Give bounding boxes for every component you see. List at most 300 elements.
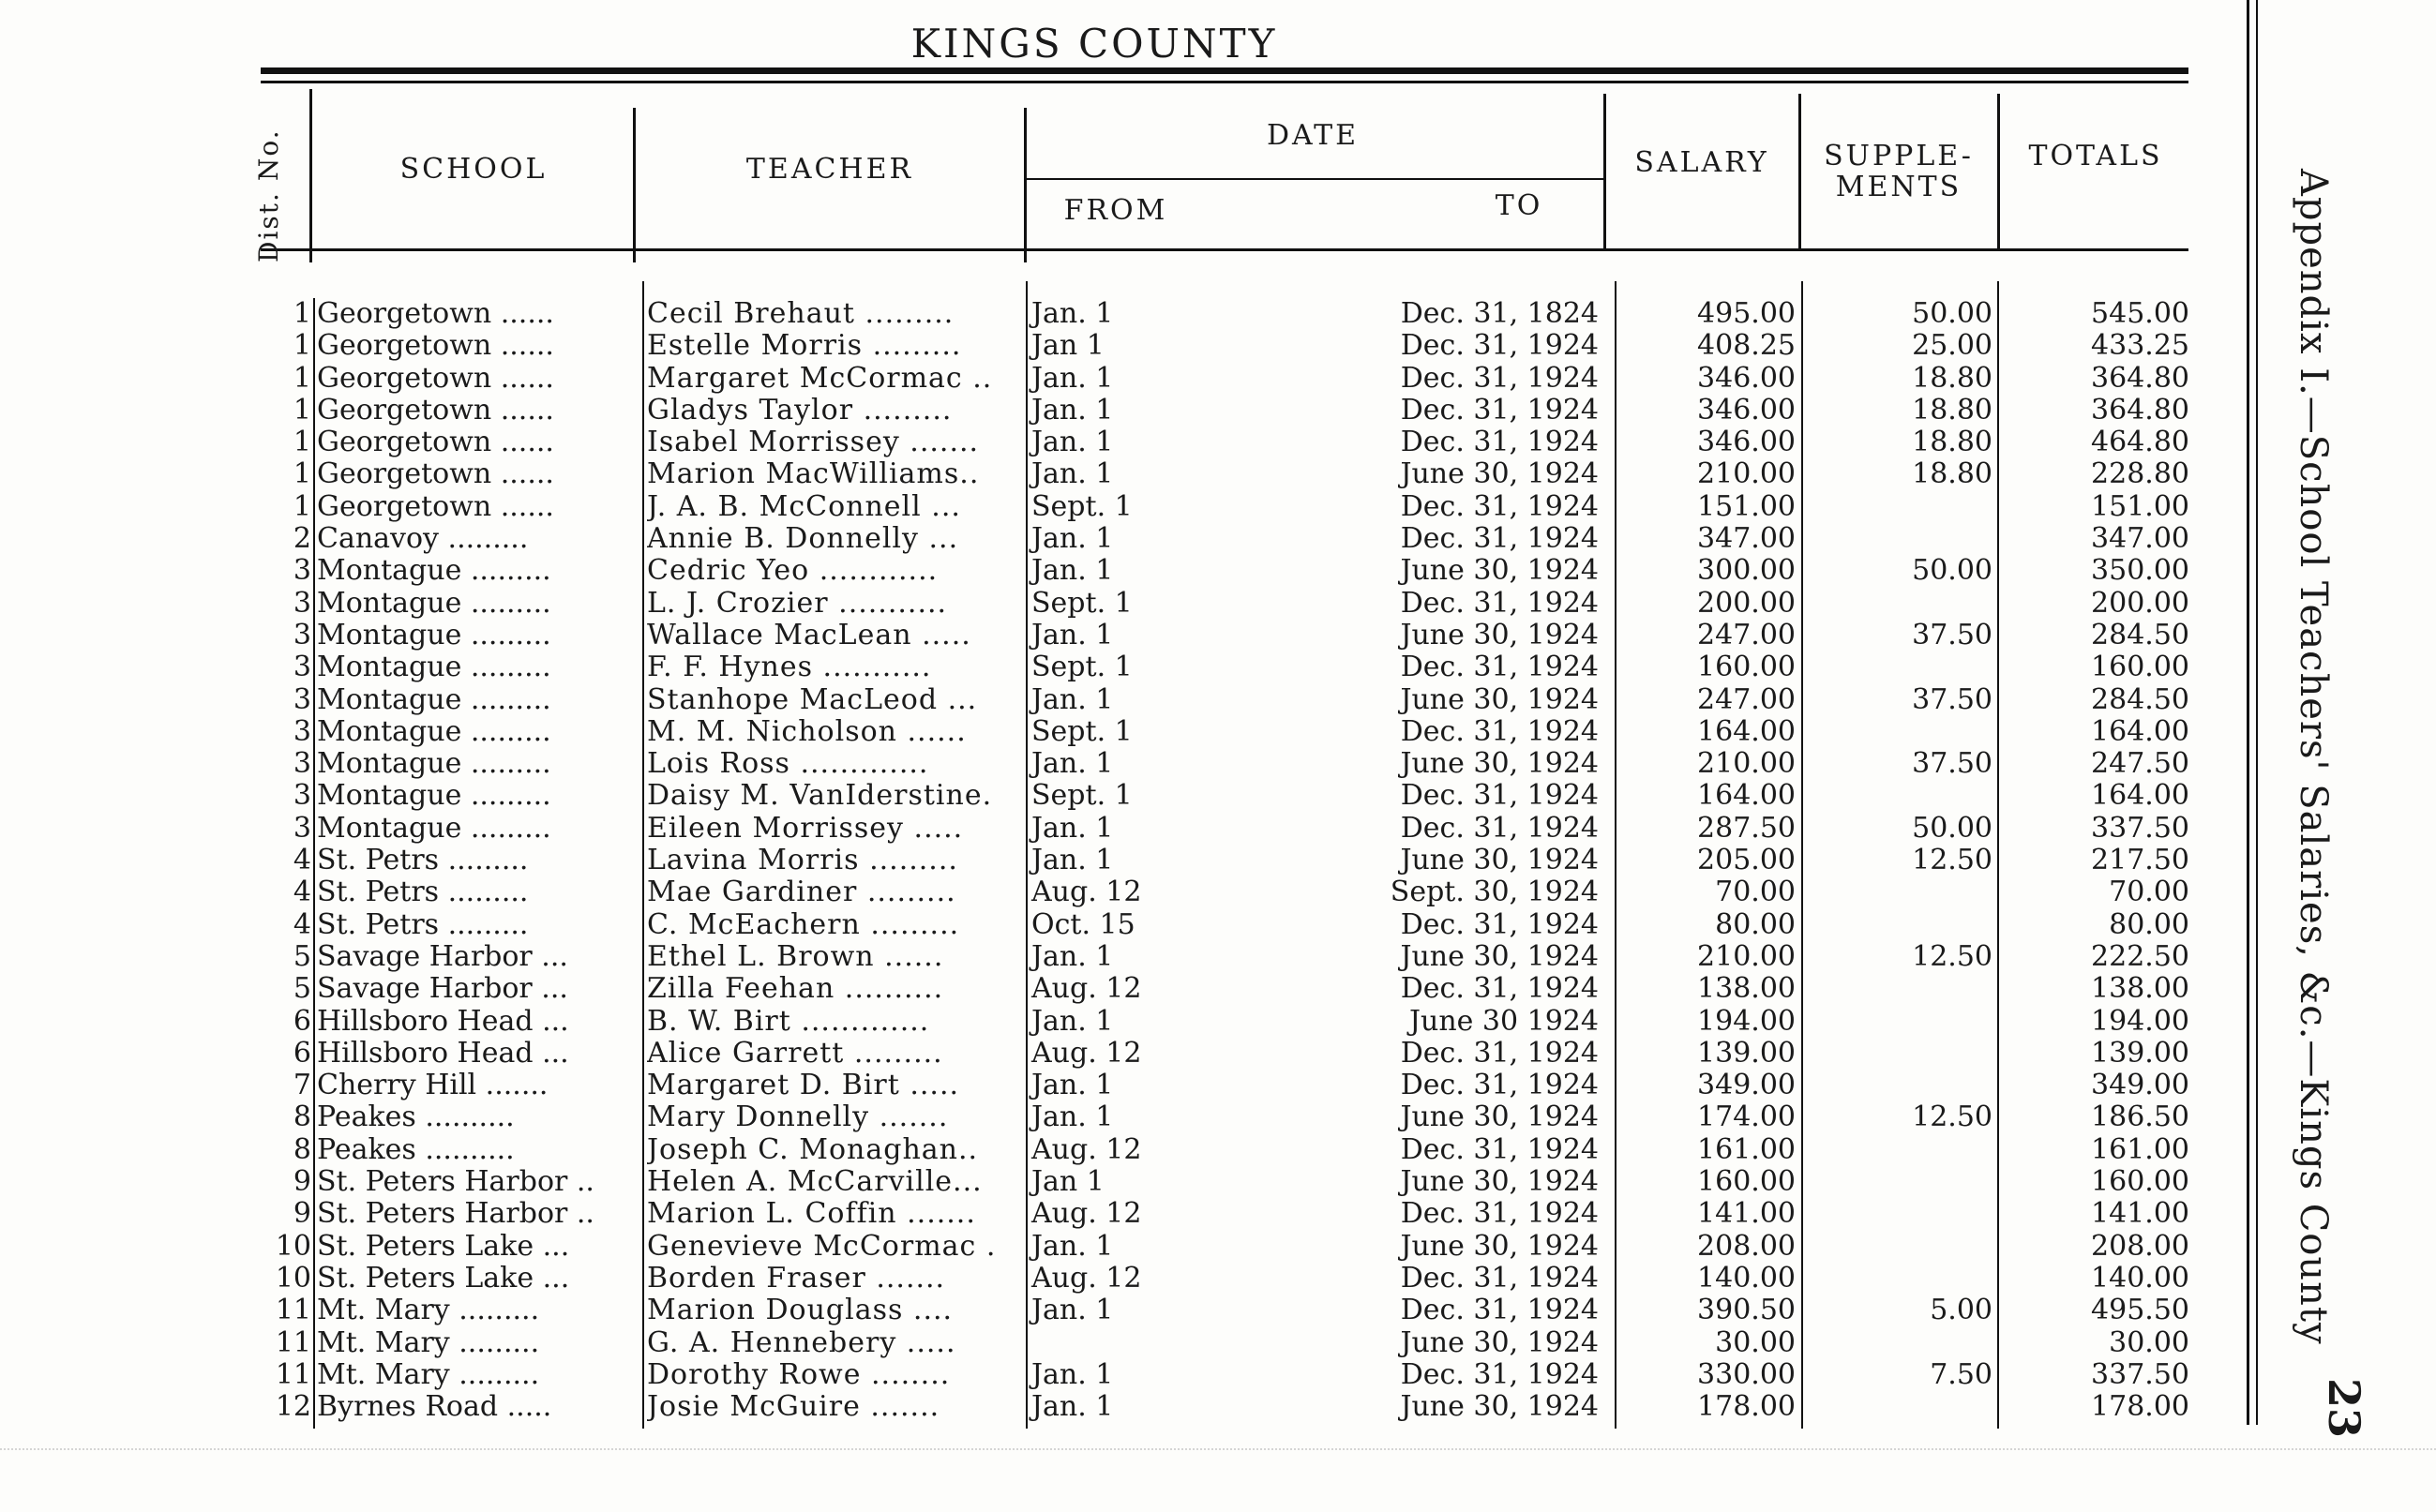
school-cell: Mt. Mary ......... xyxy=(317,1326,540,1359)
salary-cell: 164.00 xyxy=(1697,779,1796,813)
dist-no-cell: 7 xyxy=(293,1069,311,1102)
table-row xyxy=(0,395,2436,427)
supplements-cell: 12.50 xyxy=(1912,1100,1992,1134)
col-rule-supp xyxy=(1997,94,2000,248)
from-date-cell: Jan. 1 xyxy=(1031,426,1114,459)
to-date-cell: Dec. 31, 1824 xyxy=(1400,297,1599,330)
from-date-cell: Jan 1 xyxy=(1031,329,1105,363)
table-row xyxy=(0,813,2436,845)
table-row xyxy=(0,973,2436,1005)
teacher-cell: Annie B. Donnelly ... xyxy=(647,523,959,556)
school-cell: Savage Harbor ... xyxy=(317,973,568,1006)
dist-no-cell: 3 xyxy=(293,682,311,716)
dist-no-cell: 1 xyxy=(293,457,311,491)
teacher-cell: Daisy M. VanIderstine. xyxy=(647,780,993,813)
school-cell: Georgetown ...... xyxy=(317,490,554,523)
school-cell: Montague ......... xyxy=(317,748,551,781)
table-row xyxy=(0,491,2436,523)
school-cell: Peakes .......... xyxy=(317,1133,515,1166)
from-date-cell: Jan. 1 xyxy=(1031,939,1114,973)
school-cell: Georgetown ...... xyxy=(317,362,554,395)
table-row xyxy=(0,1359,2436,1391)
teacher-cell: Wallace MacLean ..... xyxy=(647,619,971,651)
teacher-cell: Margaret D. Birt ..... xyxy=(647,1070,960,1102)
salary-cell: 140.00 xyxy=(1697,1261,1796,1295)
col-rule-salary xyxy=(1798,94,1801,248)
dist-no-cell: 5 xyxy=(293,972,311,1006)
col-rule-teacher xyxy=(1024,108,1027,262)
salary-cell: 160.00 xyxy=(1697,1165,1796,1199)
table-row xyxy=(0,427,2436,458)
total-cell: 284.50 xyxy=(2091,682,2189,716)
total-cell: 208.00 xyxy=(2091,1229,2189,1263)
school-cell: Mt. Mary ......... xyxy=(317,1358,540,1391)
school-cell: St. Peters Lake ... xyxy=(317,1262,570,1295)
header-bottom-rule xyxy=(261,248,2188,251)
to-date-cell: June 30, 1924 xyxy=(1400,1229,1599,1263)
table-row xyxy=(0,1198,2436,1230)
dist-no-cell: 3 xyxy=(293,618,311,651)
table-row xyxy=(0,1263,2436,1295)
total-cell: 349.00 xyxy=(2091,1069,2189,1102)
school-cell: Savage Harbor ... xyxy=(317,940,568,973)
salary-cell: 247.00 xyxy=(1697,618,1796,651)
from-date-cell: Aug. 12 xyxy=(1031,1197,1142,1231)
total-cell: 337.50 xyxy=(2091,1357,2189,1391)
header-dist-no: Dist. No. xyxy=(253,128,284,262)
school-cell: Byrnes Road ..... xyxy=(317,1391,552,1424)
total-cell: 217.50 xyxy=(2091,844,2189,877)
to-date-cell: Dec. 31, 1924 xyxy=(1400,1261,1599,1295)
school-cell: Cherry Hill ....... xyxy=(317,1070,549,1102)
total-cell: 70.00 xyxy=(2109,876,2189,909)
school-cell: Mt. Mary ......... xyxy=(317,1295,540,1327)
table-row xyxy=(0,1070,2436,1101)
header-to: TO xyxy=(1495,189,1543,222)
salary-cell: 495.00 xyxy=(1697,297,1796,330)
from-date-cell: Jan. 1 xyxy=(1031,1229,1114,1263)
school-cell: St. Peters Harbor .. xyxy=(317,1198,594,1231)
total-cell: 222.50 xyxy=(2091,939,2189,973)
school-cell: Montague ......... xyxy=(317,619,551,651)
teacher-cell: Eileen Morrissey ..... xyxy=(647,812,964,845)
from-date-cell: Jan. 1 xyxy=(1031,554,1114,588)
salary-cell: 408.25 xyxy=(1697,329,1796,363)
teacher-cell: Ethel L. Brown ...... xyxy=(647,940,944,973)
from-date-cell: Jan. 1 xyxy=(1031,1294,1114,1327)
salary-cell: 300.00 xyxy=(1697,554,1796,588)
dist-no-cell: 9 xyxy=(293,1197,311,1231)
dist-no-cell: 10 xyxy=(275,1229,311,1263)
dist-no-cell: 4 xyxy=(293,844,311,877)
header-totals: TOTALS xyxy=(2028,140,2163,172)
school-cell: Montague ......... xyxy=(317,780,551,813)
header-school: SCHOOL xyxy=(399,153,548,186)
teacher-cell: Estelle Morris ......... xyxy=(647,330,962,363)
from-date-cell: Jan. 1 xyxy=(1031,1004,1114,1038)
teacher-cell: B. W. Birt ............. xyxy=(647,1005,930,1038)
table-row xyxy=(0,1231,2436,1263)
supplements-cell: 37.50 xyxy=(1912,682,1992,716)
total-cell: 347.00 xyxy=(2091,522,2189,556)
from-date-cell: Jan. 1 xyxy=(1031,1390,1114,1424)
table-row xyxy=(0,1391,2436,1423)
school-cell: St. Peters Lake ... xyxy=(317,1230,570,1263)
salary-cell: 349.00 xyxy=(1697,1069,1796,1102)
from-date-cell: Sept. 1 xyxy=(1031,586,1133,620)
from-date-cell: Jan 1 xyxy=(1031,1165,1105,1199)
total-cell: 160.00 xyxy=(2091,651,2189,684)
to-date-cell: Dec. 31, 1924 xyxy=(1400,1069,1599,1102)
salary-cell: 205.00 xyxy=(1697,844,1796,877)
supplements-cell: 50.00 xyxy=(1912,297,1992,330)
table-row xyxy=(0,555,2436,587)
teacher-cell: Marion MacWilliams.. xyxy=(647,458,980,491)
salary-cell: 161.00 xyxy=(1697,1132,1796,1166)
to-date-cell: Dec. 31, 1924 xyxy=(1400,361,1599,395)
total-cell: 364.80 xyxy=(2091,393,2189,427)
school-cell: Georgetown ...... xyxy=(317,330,554,363)
to-date-cell: Dec. 31, 1924 xyxy=(1400,393,1599,427)
dist-no-cell: 1 xyxy=(293,426,311,459)
side-caption: Appendix I.—School Teachers' Salaries, &c.—Kings County xyxy=(2292,169,2335,1345)
total-cell: 495.50 xyxy=(2091,1294,2189,1327)
teacher-cell: J. A. B. McConnell ... xyxy=(647,490,961,523)
school-cell: St. Peters Harbor .. xyxy=(317,1166,594,1199)
teacher-cell: Mae Gardiner ......... xyxy=(647,876,956,909)
to-date-cell: Dec. 31, 1924 xyxy=(1400,522,1599,556)
date-split-rule xyxy=(1027,178,1603,180)
dist-no-cell: 3 xyxy=(293,714,311,748)
dist-no-cell: 1 xyxy=(293,297,311,330)
total-cell: 228.80 xyxy=(2091,457,2189,491)
salary-cell: 347.00 xyxy=(1697,522,1796,556)
salary-cell: 80.00 xyxy=(1715,907,1796,941)
top-rule-thin xyxy=(261,81,2188,83)
teacher-cell: Lois Ross ............. xyxy=(647,748,929,781)
to-date-cell: June 30, 1924 xyxy=(1400,554,1599,588)
teacher-cell: Joseph C. Monaghan.. xyxy=(647,1133,979,1166)
col-rule-school xyxy=(633,108,636,262)
dist-no-cell: 3 xyxy=(293,554,311,588)
table-row xyxy=(0,1295,2436,1326)
total-cell: 194.00 xyxy=(2091,1004,2189,1038)
dist-no-cell: 1 xyxy=(293,329,311,363)
teacher-cell: Marion L. Coffin ....... xyxy=(647,1198,976,1231)
dist-no-cell: 4 xyxy=(293,876,311,909)
dist-no-cell: 2 xyxy=(293,522,311,556)
dist-no-cell: 1 xyxy=(293,489,311,523)
to-date-cell: Dec. 31, 1924 xyxy=(1400,586,1599,620)
table-row xyxy=(0,363,2436,395)
header-teacher: TEACHER xyxy=(745,153,914,186)
header-supplements-1: SUPPLE- xyxy=(1824,140,1974,172)
header-supplements-2: MENTS xyxy=(1835,171,1962,203)
teacher-cell: F. F. Hynes ........... xyxy=(647,651,932,684)
total-cell: 80.00 xyxy=(2109,907,2189,941)
dist-no-cell: 6 xyxy=(293,1036,311,1070)
to-date-cell: June 30, 1924 xyxy=(1400,1390,1599,1424)
to-date-cell: Dec. 31, 1924 xyxy=(1400,1132,1599,1166)
from-date-cell: Aug. 12 xyxy=(1031,1036,1142,1070)
teacher-cell: Stanhope MacLeod ... xyxy=(647,683,978,716)
teacher-cell: M. M. Nicholson ...... xyxy=(647,715,967,748)
total-cell: 200.00 xyxy=(2091,586,2189,620)
teacher-cell: C. McEachern ......... xyxy=(647,908,960,941)
table-row xyxy=(0,1166,2436,1198)
supplements-cell: 18.80 xyxy=(1912,393,1992,427)
total-cell: 178.00 xyxy=(2091,1390,2189,1424)
table-row xyxy=(0,909,2436,941)
supplements-cell: 7.50 xyxy=(1930,1357,1992,1391)
to-date-cell: Dec. 31, 1924 xyxy=(1400,651,1599,684)
supplements-cell: 37.50 xyxy=(1912,618,1992,651)
top-rule-thick xyxy=(261,67,2188,74)
salary-cell: 287.50 xyxy=(1697,811,1796,845)
salary-cell: 200.00 xyxy=(1697,586,1796,620)
salary-cell: 141.00 xyxy=(1697,1197,1796,1231)
teacher-cell: Genevieve McCormac . xyxy=(647,1230,997,1263)
school-cell: Georgetown ...... xyxy=(317,458,554,491)
dist-no-cell: 6 xyxy=(293,1004,311,1038)
to-date-cell: June 30, 1924 xyxy=(1400,747,1599,781)
salary-cell: 174.00 xyxy=(1697,1100,1796,1134)
from-date-cell: Jan. 1 xyxy=(1031,522,1114,556)
salary-cell: 194.00 xyxy=(1697,1004,1796,1038)
school-cell: Montague ......... xyxy=(317,812,551,845)
to-date-cell: June 30, 1924 xyxy=(1400,844,1599,877)
total-cell: 138.00 xyxy=(2091,972,2189,1006)
from-date-cell: Sept. 1 xyxy=(1031,489,1133,523)
dist-no-cell: 12 xyxy=(275,1390,311,1424)
teacher-cell: Lavina Morris ......... xyxy=(647,845,958,877)
teacher-cell: Gladys Taylor ......... xyxy=(647,394,953,427)
from-date-cell: Jan. 1 xyxy=(1031,811,1114,845)
total-cell: 164.00 xyxy=(2091,714,2189,748)
table-row xyxy=(0,1101,2436,1133)
table-row xyxy=(0,620,2436,651)
teacher-cell: Isabel Morrissey ....... xyxy=(647,427,980,459)
to-date-cell: Dec. 31, 1924 xyxy=(1400,1197,1599,1231)
total-cell: 161.00 xyxy=(2091,1132,2189,1166)
salary-cell: 208.00 xyxy=(1697,1229,1796,1263)
table-row xyxy=(0,523,2436,555)
from-date-cell: Jan. 1 xyxy=(1031,1100,1114,1134)
from-date-cell: Aug. 12 xyxy=(1031,1132,1142,1166)
total-cell: 364.80 xyxy=(2091,361,2189,395)
teacher-cell: Josie McGuire ....... xyxy=(647,1391,940,1424)
from-date-cell: Jan. 1 xyxy=(1031,844,1114,877)
supplements-cell: 18.80 xyxy=(1912,457,1992,491)
teacher-cell: Dorothy Rowe ........ xyxy=(647,1358,951,1391)
scan-specks xyxy=(0,1448,2436,1460)
dist-no-cell: 5 xyxy=(293,939,311,973)
supplements-cell: 50.00 xyxy=(1912,554,1992,588)
to-date-cell: June 30, 1924 xyxy=(1400,1100,1599,1134)
header-from: FROM xyxy=(1063,194,1168,227)
supplements-cell: 18.80 xyxy=(1912,361,1992,395)
table-row xyxy=(0,876,2436,908)
table-row xyxy=(0,298,2436,330)
salary-cell: 210.00 xyxy=(1697,747,1796,781)
dist-no-cell: 4 xyxy=(293,907,311,941)
total-cell: 350.00 xyxy=(2091,554,2189,588)
school-cell: Hillsboro Head ... xyxy=(317,1037,569,1070)
from-date-cell: Jan. 1 xyxy=(1031,618,1114,651)
dist-no-cell: 3 xyxy=(293,651,311,684)
total-cell: 337.50 xyxy=(2091,811,2189,845)
dist-no-cell: 3 xyxy=(293,811,311,845)
teacher-cell: Marion Douglass .... xyxy=(647,1295,954,1327)
teacher-cell: Alice Garrett ......... xyxy=(647,1037,943,1070)
total-cell: 160.00 xyxy=(2091,1165,2189,1199)
teacher-cell: Cedric Yeo ............ xyxy=(647,555,939,588)
salary-table-body xyxy=(0,298,2436,1423)
salary-cell: 210.00 xyxy=(1697,939,1796,973)
school-cell: Canavoy ......... xyxy=(317,523,529,556)
school-cell: Georgetown ...... xyxy=(317,394,554,427)
school-cell: Montague ......... xyxy=(317,683,551,716)
to-date-cell: June 30, 1924 xyxy=(1400,618,1599,651)
salary-cell: 390.50 xyxy=(1697,1294,1796,1327)
to-date-cell: Dec. 31, 1924 xyxy=(1400,779,1599,813)
supplements-cell: 25.00 xyxy=(1912,329,1992,363)
dist-no-cell: 1 xyxy=(293,361,311,395)
table-row xyxy=(0,1327,2436,1359)
salary-cell: 346.00 xyxy=(1697,361,1796,395)
to-date-cell: June 30, 1924 xyxy=(1400,682,1599,716)
salary-cell: 138.00 xyxy=(1697,972,1796,1006)
page-title: KINGS COUNTY xyxy=(910,21,1278,67)
supplements-cell: 12.50 xyxy=(1912,939,1992,973)
to-date-cell: Dec. 31, 1924 xyxy=(1400,489,1599,523)
table-row xyxy=(0,716,2436,748)
school-cell: Montague ......... xyxy=(317,651,551,684)
salary-cell: 330.00 xyxy=(1697,1357,1796,1391)
school-cell: Montague ......... xyxy=(317,587,551,620)
school-cell: Georgetown ...... xyxy=(317,298,554,330)
table-row xyxy=(0,941,2436,973)
to-date-cell: Dec. 31, 1924 xyxy=(1400,907,1599,941)
salary-cell: 70.00 xyxy=(1715,876,1796,909)
from-date-cell: Jan. 1 xyxy=(1031,1069,1114,1102)
from-date-cell: Oct. 15 xyxy=(1031,907,1135,941)
school-cell: Montague ......... xyxy=(317,715,551,748)
school-cell: Montague ......... xyxy=(317,555,551,588)
salary-cell: 346.00 xyxy=(1697,426,1796,459)
dist-no-cell: 11 xyxy=(275,1325,311,1359)
teacher-cell: G. A. Hennebery ..... xyxy=(647,1326,956,1359)
to-date-cell: Dec. 31, 1924 xyxy=(1400,1036,1599,1070)
to-date-cell: Dec. 31, 1924 xyxy=(1400,1294,1599,1327)
teacher-cell: Borden Fraser ....... xyxy=(647,1262,946,1295)
table-row xyxy=(0,651,2436,683)
dist-no-cell: 3 xyxy=(293,779,311,813)
table-row xyxy=(0,1134,2436,1166)
school-cell: St. Petrs ......... xyxy=(317,876,529,909)
to-date-cell: Dec. 31, 1924 xyxy=(1400,426,1599,459)
dist-no-cell: 3 xyxy=(293,747,311,781)
salary-cell: 164.00 xyxy=(1697,714,1796,748)
table-row xyxy=(0,458,2436,490)
school-cell: Peakes .......... xyxy=(317,1101,515,1134)
table-row xyxy=(0,588,2436,620)
from-date-cell: Jan. 1 xyxy=(1031,747,1114,781)
to-date-cell: June 30 1924 xyxy=(1408,1004,1599,1038)
from-date-cell: Aug. 12 xyxy=(1031,1261,1142,1295)
school-cell: Georgetown ...... xyxy=(317,427,554,459)
supplements-cell: 37.50 xyxy=(1912,747,1992,781)
table-row xyxy=(0,1006,2436,1038)
total-cell: 464.80 xyxy=(2091,426,2189,459)
salary-cell: 151.00 xyxy=(1697,489,1796,523)
total-cell: 30.00 xyxy=(2109,1325,2189,1359)
to-date-cell: June 30, 1924 xyxy=(1400,939,1599,973)
total-cell: 139.00 xyxy=(2091,1036,2189,1070)
salary-cell: 30.00 xyxy=(1715,1325,1796,1359)
supplements-cell: 5.00 xyxy=(1930,1294,1992,1327)
salary-cell: 160.00 xyxy=(1697,651,1796,684)
school-cell: St. Petrs ......... xyxy=(317,845,529,877)
from-date-cell: Jan. 1 xyxy=(1031,361,1114,395)
from-date-cell: Jan. 1 xyxy=(1031,393,1114,427)
salary-cell: 210.00 xyxy=(1697,457,1796,491)
to-date-cell: Dec. 31, 1924 xyxy=(1400,714,1599,748)
to-date-cell: June 30, 1924 xyxy=(1400,1325,1599,1359)
teacher-cell: L. J. Crozier ........... xyxy=(647,587,948,620)
total-cell: 284.50 xyxy=(2091,618,2189,651)
total-cell: 545.00 xyxy=(2091,297,2189,330)
school-cell: St. Petrs ......... xyxy=(317,908,529,941)
page-number: 23 xyxy=(2319,1377,2370,1439)
col-rule-dist xyxy=(309,89,312,262)
salary-cell: 247.00 xyxy=(1697,682,1796,716)
school-cell: Hillsboro Head ... xyxy=(317,1005,569,1038)
table-row xyxy=(0,780,2436,812)
dist-no-cell: 1 xyxy=(293,393,311,427)
total-cell: 140.00 xyxy=(2091,1261,2189,1295)
dist-no-cell: 8 xyxy=(293,1100,311,1134)
to-date-cell: June 30, 1924 xyxy=(1400,457,1599,491)
header-salary: SALARY xyxy=(1634,146,1769,179)
dist-no-cell: 8 xyxy=(293,1132,311,1166)
total-cell: 164.00 xyxy=(2091,779,2189,813)
header-date: DATE xyxy=(1267,119,1359,152)
table-row xyxy=(0,748,2436,780)
to-date-cell: Dec. 31, 1924 xyxy=(1400,1357,1599,1391)
dist-no-cell: 11 xyxy=(275,1357,311,1391)
from-date-cell: Sept. 1 xyxy=(1031,651,1133,684)
from-date-cell: Aug. 12 xyxy=(1031,876,1142,909)
to-date-cell: Sept. 30, 1924 xyxy=(1390,876,1599,909)
dist-no-cell: 3 xyxy=(293,586,311,620)
salary-cell: 139.00 xyxy=(1697,1036,1796,1070)
to-date-cell: Dec. 31, 1924 xyxy=(1400,329,1599,363)
to-date-cell: Dec. 31, 1924 xyxy=(1400,972,1599,1006)
total-cell: 141.00 xyxy=(2091,1197,2189,1231)
total-cell: 151.00 xyxy=(2091,489,2189,523)
to-date-cell: June 30, 1924 xyxy=(1400,1165,1599,1199)
dist-no-cell: 11 xyxy=(275,1294,311,1327)
from-date-cell: Jan. 1 xyxy=(1031,297,1114,330)
salary-cell: 346.00 xyxy=(1697,393,1796,427)
table-row xyxy=(0,1038,2436,1070)
to-date-cell: Dec. 31, 1924 xyxy=(1400,811,1599,845)
from-date-cell: Jan. 1 xyxy=(1031,1357,1114,1391)
from-date-cell: Sept. 1 xyxy=(1031,714,1133,748)
teacher-cell: Margaret McCormac .. xyxy=(647,362,993,395)
from-date-cell: Jan. 1 xyxy=(1031,682,1114,716)
